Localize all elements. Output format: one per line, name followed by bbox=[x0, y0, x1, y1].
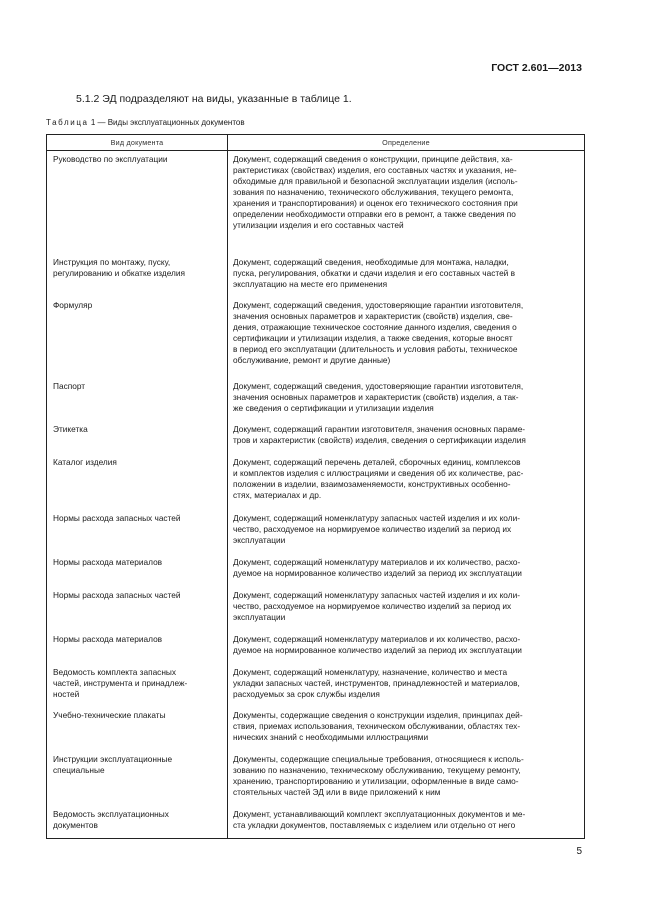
definition-line: стоятельных частей ЭД или в виде приложений к ним bbox=[233, 786, 441, 797]
table-row bbox=[47, 806, 585, 839]
definition-cell bbox=[228, 510, 585, 554]
document-type-line: Ведомость комплекта запасных bbox=[53, 666, 177, 677]
document-type-line: Руководство по эксплуатации bbox=[53, 154, 168, 164]
definition-cell bbox=[228, 297, 585, 378]
document-type-cell bbox=[47, 510, 228, 554]
definition-line: хранения и транспортирования) и оценок его технического состояния при bbox=[233, 198, 518, 208]
definition-line: зования по назначению, технического обслуживания, текущего ремонта, bbox=[233, 187, 514, 197]
definition-line: Документы, содержащие специальные требования, относящиеся к исполь- bbox=[233, 753, 524, 764]
column-header-definition: Определение bbox=[228, 135, 585, 151]
definition-line: же сведения о сертификации и утилизации изделия bbox=[233, 402, 434, 413]
definition-line: пуска, регулирования, обкатки и сдачи изделия и его составных частей в bbox=[233, 267, 516, 278]
definition-line: Документ, содержащий сведения, необходимые для монтажа, наладки, bbox=[233, 256, 509, 267]
definition-line: Документ, содержащий номенклатуру запасных частей изделия и их коли- bbox=[233, 512, 520, 523]
table-row bbox=[47, 378, 585, 421]
document-type-line: Нормы расхода материалов bbox=[53, 633, 163, 644]
document-type-cell bbox=[47, 454, 228, 510]
table-row bbox=[47, 421, 585, 454]
definition-cell bbox=[228, 751, 585, 806]
page-number: 5 bbox=[576, 846, 582, 857]
intro-paragraph: 5.1.2 ЭД подразделяют на виды, указанные в таблице 1. bbox=[76, 93, 352, 105]
definition-line: положении в изделии, взаимозаменяемости, конструктивных особенно- bbox=[233, 478, 511, 489]
document-type-line: Этикетка bbox=[53, 423, 88, 434]
definition-cell bbox=[228, 707, 585, 751]
standard-code: ГОСТ 2.601—2013 bbox=[491, 62, 582, 74]
definition-cell bbox=[228, 254, 585, 297]
table-header-row bbox=[47, 135, 585, 151]
definition-cell bbox=[228, 664, 585, 707]
definition-cell bbox=[228, 554, 585, 587]
definition-line: стях, материалах и др. bbox=[233, 489, 322, 500]
definition-line: расходуемых за срок службы изделия bbox=[233, 688, 380, 699]
definition-cell bbox=[228, 378, 585, 421]
table-row bbox=[47, 510, 585, 554]
document-type-cell bbox=[47, 751, 228, 806]
definition-line: обходимые для правильной и безопасной эксплуатации изделия (исполь- bbox=[233, 176, 518, 186]
definition-line: укладки запасных частей, инструментов, принадлежностей и материалов, bbox=[233, 677, 520, 688]
definition-line: Документ, устанавливающий комплект эксплуатационных документов и ме- bbox=[233, 808, 526, 819]
document-type-cell bbox=[47, 664, 228, 707]
document-type-cell bbox=[47, 554, 228, 587]
table-row bbox=[47, 707, 585, 751]
definition-cell bbox=[228, 806, 585, 839]
document-type-line: Инструкция по монтажу, пуску, bbox=[53, 256, 171, 267]
definition-line: Документ, содержащий номенклатуру материалов и их количество, расхо- bbox=[233, 556, 521, 567]
definition-line: зованию по назначению, техническому обслуживанию, текущему ремонту, bbox=[233, 764, 521, 775]
definition-line: в период его эксплуатации (длительность и условия работы, техническое bbox=[233, 343, 518, 354]
document-type-line: Нормы расхода запасных частей bbox=[53, 512, 181, 523]
definition-line: и комплектов изделия с иллюстрациями и сведения об их количестве, рас- bbox=[233, 467, 524, 478]
definition-line: нических знаний с необходимыми иллюстрациями bbox=[233, 731, 429, 742]
document-types-table bbox=[46, 134, 585, 839]
document-type-cell bbox=[47, 421, 228, 454]
document-type-line: ностей bbox=[53, 688, 80, 699]
table-row bbox=[47, 664, 585, 707]
definition-line: ствия, приемах использования, техническом обслуживании, областях тех- bbox=[233, 720, 521, 731]
definition-cell bbox=[228, 151, 585, 254]
definition-line: дуемое на нормированное количество изделий за период их эксплуатации bbox=[233, 567, 522, 578]
document-type-line: регулированию и обкатке изделия bbox=[53, 267, 185, 278]
definition-line: сертификации и утилизации изделия, а также сведения, которые вносят bbox=[233, 332, 513, 343]
definition-line: Документ, содержащий номенклатуру, назначение, количество и места bbox=[233, 666, 508, 677]
document-type-line: Паспорт bbox=[53, 380, 86, 391]
definition-cell bbox=[228, 454, 585, 510]
definition-line: эксплуатации bbox=[233, 611, 286, 622]
document-type-cell bbox=[47, 378, 228, 421]
table-row bbox=[47, 554, 585, 587]
document-type-line: Каталог изделия bbox=[53, 456, 117, 467]
table-row bbox=[47, 297, 585, 378]
caption-title: — Виды эксплуатационных документов bbox=[97, 118, 245, 127]
definition-line: значения основных параметров и характеристик (свойств) изделия, а так- bbox=[233, 391, 519, 402]
table-row bbox=[47, 254, 585, 297]
definition-line: Документ, содержащий номенклатуру запасных частей изделия и их коли- bbox=[233, 589, 520, 600]
definition-line: Документ, содержащий гарантии изготовителя, значения основных параме- bbox=[233, 423, 526, 434]
document-type-line: Нормы расхода материалов bbox=[53, 556, 163, 567]
document-type-line: Инструкции эксплуатационные bbox=[53, 753, 173, 764]
definition-line: дуемое на нормированное количество изделий за период их эксплуатации bbox=[233, 644, 522, 655]
definition-line: Документ, содержащий сведения, удостоверяющие гарантии изготовителя, bbox=[233, 380, 524, 391]
definition-line: чество, расходуемое на нормируемое количество изделий за период их bbox=[233, 523, 512, 534]
definition-line: Документ, содержащий сведения о конструкции, принципе действия, ха- bbox=[233, 154, 513, 164]
definition-line: Документ, содержащий перечень деталей, сборочных единиц, комплексов bbox=[233, 456, 521, 467]
definition-line: эксплуатации bbox=[233, 534, 286, 545]
definition-line: чество, расходуемое на нормируемое количество изделий за период их bbox=[233, 600, 512, 611]
definition-line: рактеристиках (свойствах) изделия, его составных частях и указания, не- bbox=[233, 165, 517, 175]
document-type-cell bbox=[47, 587, 228, 631]
table-caption bbox=[46, 118, 245, 127]
table-row bbox=[47, 587, 585, 631]
document-type-line: документов bbox=[53, 819, 98, 830]
definition-line: хранению, транспортированию и утилизации, оформленные в виде само- bbox=[233, 775, 519, 786]
document-type-line: Формуляр bbox=[53, 299, 93, 310]
definition-line: Документы, содержащие сведения о конструкции изделия, принципах дей- bbox=[233, 709, 523, 720]
column-header-type: Вид документа bbox=[47, 135, 228, 151]
definition-cell bbox=[228, 587, 585, 631]
definition-cell bbox=[228, 631, 585, 664]
table-row bbox=[47, 631, 585, 664]
table-row bbox=[47, 151, 585, 254]
document-type-cell bbox=[47, 297, 228, 378]
document-type-line: Ведомость эксплуатационных bbox=[53, 808, 169, 819]
definition-line: дения, отражающие техническое состояние данного изделия, сведения о bbox=[233, 321, 517, 332]
definition-line: значения основных параметров и характеристик (свойств) изделия, све- bbox=[233, 310, 513, 321]
table-row bbox=[47, 454, 585, 510]
table-row bbox=[47, 751, 585, 806]
definition-line: ста укладки документов, поставляемых с изделием или отдельно от него bbox=[233, 819, 516, 830]
definition-line: утилизации изделия и его составных частей bbox=[233, 220, 404, 230]
definition-line: Документ, содержащий сведения, удостоверяющие гарантии изготовителя, bbox=[233, 299, 524, 310]
document-type-line: Нормы расхода запасных частей bbox=[53, 589, 181, 600]
definition-line: тров и характеристик (свойств) изделия, сведения о сертификации изделия bbox=[233, 434, 526, 445]
document-type-line: специальные bbox=[53, 764, 105, 775]
document-type-cell bbox=[47, 151, 228, 254]
definition-cell bbox=[228, 421, 585, 454]
document-type-line: частей, инструмента и принадлеж- bbox=[53, 677, 188, 688]
document-type-line: Учебно-технические плакаты bbox=[53, 709, 166, 720]
caption-number: 1 bbox=[90, 118, 96, 127]
caption-label: Таблица bbox=[46, 118, 89, 127]
document-type-cell bbox=[47, 254, 228, 297]
document-type-cell bbox=[47, 806, 228, 839]
definition-line: обслуживание, ремонт и другие данные) bbox=[233, 354, 391, 365]
definition-line: определении необходимости отправки его в ремонт, а также сведения по bbox=[233, 209, 516, 219]
document-type-cell bbox=[47, 707, 228, 751]
document-type-cell bbox=[47, 631, 228, 664]
definition-line: Документ, содержащий номенклатуру материалов и их количество, расхо- bbox=[233, 633, 521, 644]
definition-line: эксплуатацию на месте его применения bbox=[233, 278, 388, 289]
